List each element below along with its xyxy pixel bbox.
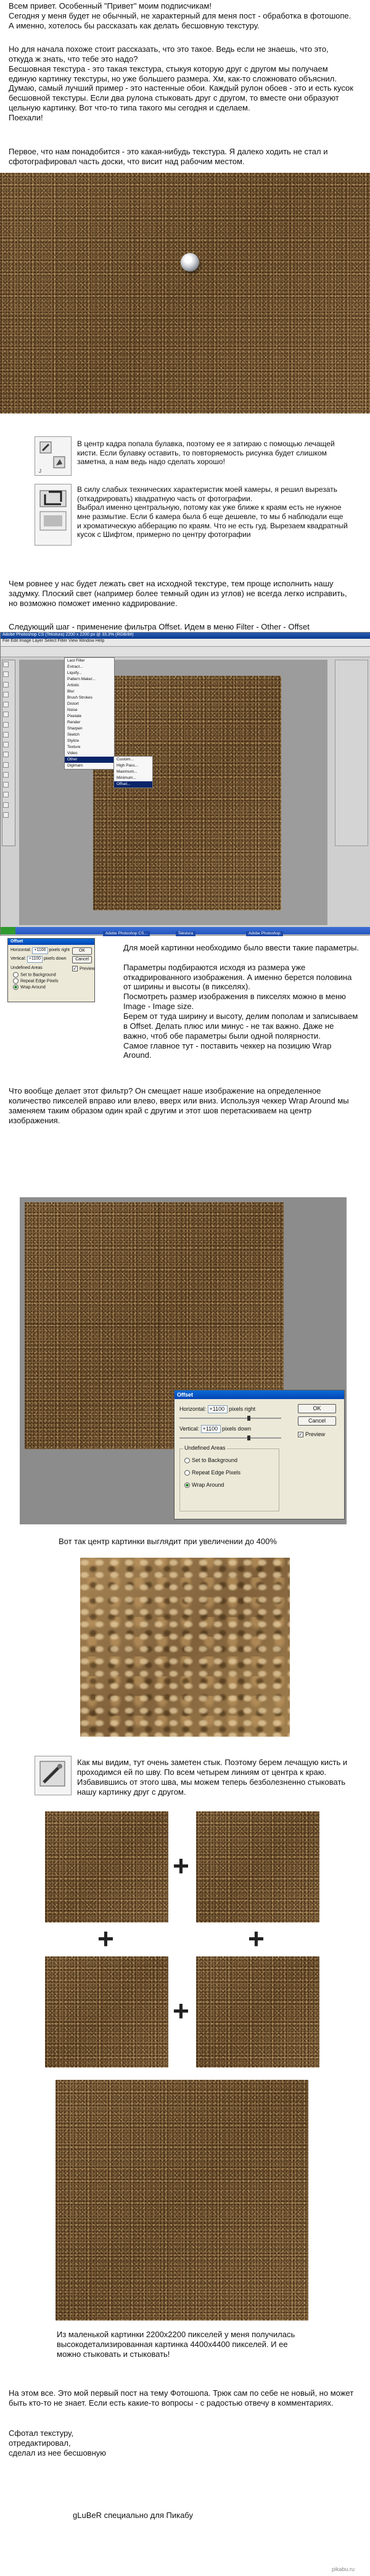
photoshop-menubar: File Edit Image Layer Select Filter View Window Help — [1, 639, 370, 647]
set-to-background-radio[interactable]: Set to Background — [13, 972, 56, 978]
preview-checkbox[interactable]: ✓ Preview — [73, 966, 95, 971]
seam-healing-text: Как мы видим, тут очень заметен стык. Поэтому берем лечащую кисть и проходимся ей по шву. По всем четырем линиям от центра к краю. Избавившись от этого шва, мы можем теперь безболезненно стыковать нашу картинку друг с другом. — [77, 1758, 348, 1797]
vertical-input[interactable]: +1100 — [201, 1425, 221, 1433]
filter-menu-item[interactable]: Pattern Maker... — [67, 677, 96, 681]
horizontal-label: Horizontal: — [179, 1406, 207, 1412]
ok-button[interactable]: OK — [298, 1404, 336, 1413]
plus-sign: + — [173, 1850, 189, 1882]
intro-paragraph-2: Но для начала похоже стоит рассказать, что это такое. Ведь если не знаешь, что это, откуда ж знать, что тебе это надо? Бесшовная текстура - это такая текстура, стыкуя которую друг с другом мы получаем единую картинку текстуры, но уже большего размера. Хм, как-то сложновато объяснил. Думаю, самый лучший пример - это настенные обои. Каждый рулон обоев - это и есть кусок бесшовной текстуры. Если два рулона стыковать друг с другом, то вместе они образуют цельную картинку. Вот что-то типа такого мы сегодня и сделаем. Поехали! — [9, 44, 353, 123]
intro-paragraph-3: Первое, что нам понадобится - это какая-нибудь текстура. Я далеко ходить не стал и сфотографировал часть доски, что висит над рабочим местом. — [9, 147, 328, 166]
preview-checkbox[interactable]: ✓ Preview — [298, 1431, 326, 1438]
filter-menu-item[interactable]: Video — [67, 751, 78, 755]
filter-menu-item[interactable]: Texture — [67, 745, 81, 749]
undefined-areas-label: Undefined Areas — [184, 1445, 226, 1451]
filter-menu-item[interactable]: Artistic — [67, 683, 80, 688]
wrap-around-radio[interactable]: Wrap Around — [184, 1482, 224, 1489]
tile-top-right — [196, 1811, 319, 1922]
taskbar-item[interactable]: Tekstura — [176, 931, 196, 936]
filter-menu-item[interactable]: Brush Strokes — [67, 696, 92, 700]
other-menu-item[interactable]: High Pass... — [117, 763, 139, 768]
healing-brush-icon — [35, 1756, 72, 1795]
filter-menu-item[interactable]: Distort — [67, 702, 79, 706]
offset-filter-intro: Следующий шаг - применение фильтра Offset. Идем в меню Filter - Other - Offset — [9, 622, 310, 631]
taskbar-item[interactable]: Adobe Photoshop — [246, 931, 283, 936]
plus-sign: + — [173, 1995, 189, 2027]
filter-menu-item[interactable]: Pixelate — [67, 714, 82, 718]
horizontal-input[interactable]: +1100 — [208, 1405, 228, 1413]
cork-board-photo — [0, 173, 370, 413]
filter-menu-item[interactable]: Sketch — [67, 733, 80, 737]
toolbox — [2, 660, 15, 846]
cancel-button[interactable]: Cancel — [298, 1416, 336, 1426]
filter-menu-item[interactable]: Noise — [67, 708, 78, 712]
repeat-edge-pixels-radio[interactable]: Repeat Edge Pixels — [13, 978, 58, 984]
cancel-button[interactable]: Cancel — [72, 956, 92, 963]
plus-sign: + — [248, 1922, 265, 1955]
final-seamless-texture — [56, 2080, 308, 2320]
offset-parameters-text: Для моей картинки необходимо было ввести такие параметры. Параметры подбираются исходя из размера уже откадрированного изображения. А именно берется половина от ширины и высоты (в пикселях). Посмотреть размер изображения в пикселях можно в меню Image - Image size. Берем от туда ширину и высоту, делим пополам и записываем в Offset. Делать плюс или минус - не так важно. Даже не важно, чтоб обе параметры были одной полярности. Самое главное тут - поставить чеккер на позицию Wrap Around. — [123, 943, 360, 1060]
horizontal-unit: pixels right — [229, 1406, 256, 1412]
filter-menu-item[interactable]: Liquify... — [67, 671, 82, 675]
pushpin-icon — [181, 253, 199, 272]
vertical-input[interactable]: +1100 — [27, 956, 43, 963]
vertical-unit: pixels down — [43, 957, 67, 961]
set-to-background-radio[interactable]: Set to Background — [184, 1457, 237, 1464]
filter-explanation-text: Что вообще делает этот фильтр? Он смещает наше изображение на определенное количество пикселей вправо или влево, вверх или вниз. Используя чеккер Wrap Around мы заменяем таким образом один край с другим и этот шов перетаскиваем на центр изображения. — [9, 1086, 349, 1125]
offset-dialog-large — [174, 1390, 345, 1519]
filter-menu-item[interactable]: Render — [67, 720, 81, 725]
pin-removal-text: В центр кадра попала булавка, поэтому ее я затираю с помощью лечащей кисти. Если булавку оставить, то повторяемость рисунка будет слишком заметна, а нам ведь надо сделать хорошо! — [77, 439, 335, 467]
repeat-edge-pixels-radio[interactable]: Repeat Edge Pixels — [184, 1469, 240, 1476]
offset-dialog-small — [7, 938, 95, 1002]
crop-tool-icon — [35, 484, 72, 546]
other-menu-item[interactable]: Maximum... — [117, 770, 138, 774]
tile-bottom-right — [196, 1956, 319, 2067]
offset-dialog-title: Offset — [8, 939, 94, 945]
offset-dialog-large-title: Offset — [175, 1390, 344, 1399]
final-result-caption: Из маленькой картинки 2200х2200 пикселей у меня получилась высокодетализированная картинка 4400х4400 пикселей. И ее можно стыковать и стыковать! — [57, 2330, 295, 2359]
horizontal-slider[interactable] — [179, 1418, 281, 1419]
other-submenu — [113, 756, 153, 788]
vertical-label: Vertical: — [10, 957, 26, 961]
other-menu-item[interactable]: Minimum... — [117, 776, 136, 780]
crop-explanation-text: В силу слабых технических характеристик моей камеры, я решил вырезать (откадрировать) квадратную часть от фотографии. Выбрал именно центральную, потому как уже ближе к краям есть не нужное мне размытие. Если б камера была б еще дешевле, то мы б наблюдали еще и хроматическую абберацию по краям. Что не есть гуд. Вырезаем квадратный кусок с Шифтом, примерно по центру фотографии — [77, 485, 348, 539]
zoomed-seam-image — [80, 1558, 290, 1737]
pikabu-watermark: pikabu.ru — [332, 2566, 355, 2572]
filter-menu-item-other[interactable]: Other — [65, 757, 114, 763]
undefined-areas-label: Undefined Areas — [10, 966, 43, 970]
other-menu-item[interactable]: Custom... — [117, 757, 134, 762]
horizontal-unit: pixels right — [49, 948, 70, 952]
filter-menu-item[interactable]: Extract... — [67, 665, 83, 669]
filter-menu — [64, 657, 115, 770]
credits-text: Сфотал текстуру, отредактировал, сделал из нее бесшовную — [9, 2429, 107, 2458]
vertical-unit: pixels down — [222, 1426, 252, 1432]
horizontal-label: Horizontal: — [10, 948, 31, 952]
outro-text: На этом все. Это мой первый пост на тему Фотошопа. Трюк сам по себе не новый, но может быть кто-то не знает. Если есть какие-то вопросы - с радостью отвечу в комментариях. — [9, 2388, 354, 2408]
healing-brush-tool-icon — [35, 436, 72, 476]
windows-taskbar — [1, 927, 370, 934]
tile-top-left — [45, 1811, 168, 1922]
zoom-caption: Вот так центр картинки выглядит при увеличении до 400% — [59, 1537, 277, 1546]
horizontal-input[interactable]: +1100 — [32, 947, 47, 954]
author-signature: gLuBeR специально для Пикабу — [73, 2511, 193, 2520]
svg-text:J: J — [39, 468, 41, 474]
filter-menu-item[interactable]: Digimarc — [67, 763, 83, 768]
wrap-around-radio[interactable]: Wrap Around — [13, 984, 46, 991]
taskbar-item[interactable]: Adobe Photoshop CS... — [103, 931, 150, 936]
intro-paragraph-1: Всем привет. Особенный "Привет" моим подписчикам! Сегодня у меня будет не обычный, не характерный для меня пост - обработка в фотошопе. А именно, хотелось бы рассказать как делать бесшовную текстуру. — [9, 1, 352, 30]
vertical-slider[interactable] — [179, 1437, 281, 1439]
other-menu-item-offset[interactable]: Offset... — [114, 781, 152, 787]
photoshop-window — [0, 632, 370, 936]
filter-menu-item[interactable]: Sharpen — [67, 726, 83, 731]
texture-document-canvas — [93, 676, 281, 910]
filter-menu-item[interactable]: Last Filter — [67, 659, 85, 663]
plus-sign: + — [97, 1922, 114, 1955]
lighting-note-text: Чем ровнее у нас будет лежать свет на исходной текстуре, тем проще исполнить нашу задумку. Плоский свет (например более темный один из углов) не всегда легко исправить, но возможно поможет именно кадрирование. — [9, 579, 347, 608]
vertical-label: Vertical: — [179, 1426, 200, 1432]
tile-bottom-left — [45, 1956, 168, 2067]
ok-button[interactable]: OK — [72, 947, 92, 955]
filter-menu-item[interactable]: Stylize — [67, 739, 80, 743]
photoshop-titlebar: Adobe Photoshop CS (Tekstura) 2200 x 2200 px @ 33.3% (RGB/8#) — [1, 633, 370, 639]
filter-menu-item[interactable]: Blur — [67, 689, 75, 694]
